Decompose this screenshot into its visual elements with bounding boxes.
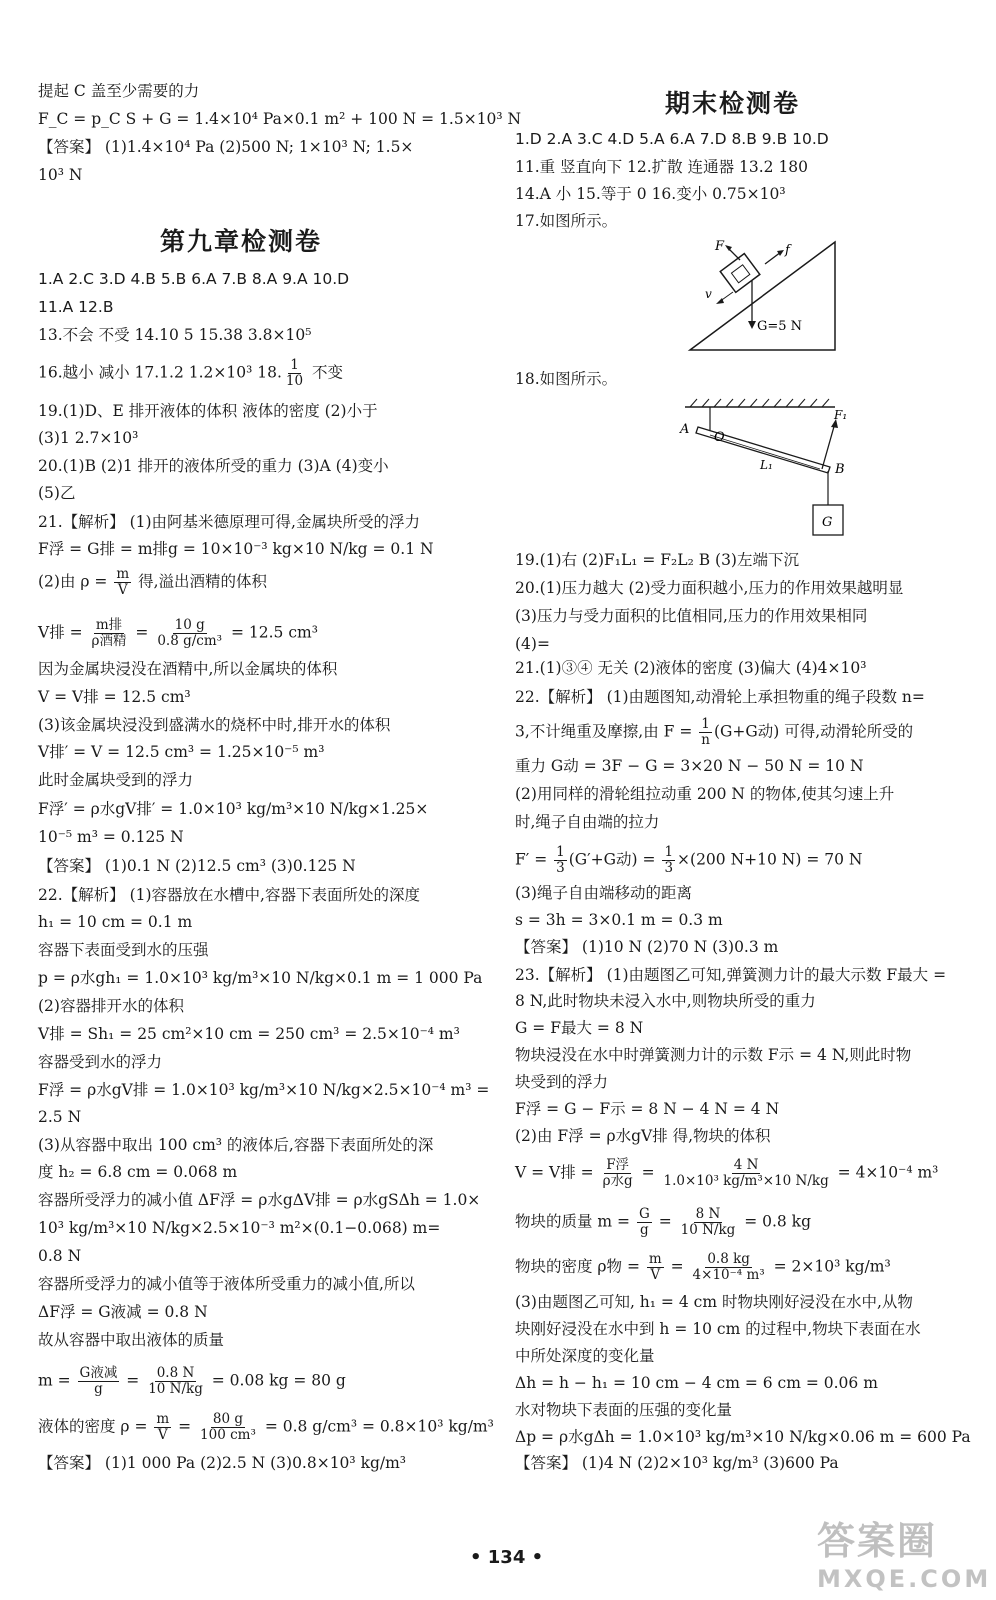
text-line: F浮 = ρ水gV排 = 1.0×10³ kg/m³×10 N/kg×2.5×10⁻⁴ m³ = [38, 1081, 490, 1099]
text-line: (2)由 F浮 = ρ水gV排 得,物块的体积 [515, 1127, 771, 1145]
denominator: 4×10⁻⁴ m³ [692, 1267, 765, 1283]
friction-arrow [765, 252, 781, 264]
watermark-bottom: MXQE.COM [817, 1565, 992, 1593]
text-span: = 0.8 g/cm³ = 0.8×10³ kg/m³ [259, 1417, 494, 1436]
text-span: (G+G动) 可得,动滑轮所受的 [713, 722, 914, 741]
answer-line: 1.A 2.C 3.D 4.B 5.B 6.A 7.B 8.A 9.A 10.D [38, 270, 350, 288]
text-line: 块受到的浮力 [515, 1073, 609, 1091]
ceiling-hatch [690, 399, 829, 407]
denominator: g [640, 1222, 649, 1238]
fraction [78, 1366, 120, 1397]
text-line: 容器受到水的浮力 [38, 1053, 163, 1071]
exam-title: 期末检测卷 [665, 89, 801, 118]
fraction [699, 717, 712, 748]
text-line: (3)1 2.7×10³ [38, 429, 139, 447]
text-line: 8 N,此时物块未浸入水中,则物块所受的重力 [515, 992, 816, 1010]
text-line: F_C = p_C S + G = 1.4×10⁴ Pa×0.1 m² + 100 N = 1.5×10³ N [38, 110, 522, 128]
formula-line [38, 618, 318, 649]
text-span: = 12.5 cm³ [226, 623, 318, 642]
answer-line: 1.D 2.A 3.C 4.D 5.A 6.A 7.D 8.B 9.B 10.D [515, 130, 829, 148]
denominator: ρ水g [602, 1173, 633, 1189]
answer-line: 17.如图所示。 [515, 212, 618, 230]
formula-line [38, 1366, 346, 1397]
denominator: 10 N/kg [148, 1381, 203, 1397]
text-line: G = F最大 = 8 N [515, 1019, 644, 1037]
text-line: 19.(1)D、E 排开液体的体积 液体的密度 (2)小于 [38, 402, 378, 420]
fraction [284, 358, 305, 389]
text-span: 得,溢出酒精的体积 [133, 572, 268, 591]
denominator: 10 N/kg [680, 1222, 736, 1238]
denominator: 1.0×10³ kg/m³×10 N/kg [663, 1173, 829, 1189]
denominator: 0.8 g/cm³ [157, 633, 223, 649]
fraction [679, 1207, 738, 1238]
text-line: 提起 C 盖至少需要的力 [38, 82, 200, 100]
text-span: ×(200 N+10 N) = 70 N [677, 850, 863, 869]
numerator: G液减 [79, 1365, 118, 1381]
text-span: m = [38, 1371, 76, 1390]
text-line: 容器所受浮力的减小值等于液体所受重力的减小值,所以 [38, 1275, 415, 1293]
fraction [90, 618, 129, 649]
fraction [146, 1366, 205, 1397]
text-span: 物块的密度 ρ物 = [515, 1257, 645, 1276]
text-line: 0.8 N [38, 1247, 82, 1265]
text-line: 2.5 N [38, 1108, 82, 1126]
text-line: 因为金属块浸没在酒精中,所以金属块的体积 [38, 660, 338, 678]
text-line: 块刚好浸没在水中到 h = 10 cm 的过程中,物块下表面在水 [515, 1320, 921, 1338]
fraction [554, 845, 567, 876]
denominator: 3 [556, 860, 565, 876]
text-span: = 4×10⁻⁴ m³ [832, 1163, 939, 1182]
text-line: 度 h₂ = 6.8 cm = 0.068 m [38, 1163, 238, 1181]
text-line: 水对物块下表面的压强的变化量 [515, 1401, 733, 1419]
text-line: (3)压力与受力面积的比值相同,压力的作用效果相同 [515, 607, 868, 625]
text-span: = 2×10³ kg/m³ [768, 1257, 891, 1276]
text-line: 物块浸没在水中时弹簧测力计的示数 F示 = 4 N,则此时物 [515, 1046, 912, 1064]
numerator: m [156, 1411, 170, 1427]
label-G: G [822, 515, 833, 530]
text-line: 19.(1)右 (2)F₁L₁ = F₂L₂ B (3)左端下沉 [515, 551, 799, 569]
text-span: = 0.08 kg = 80 g [206, 1371, 346, 1390]
text-line: (3)绳子自由端移动的距离 [515, 884, 692, 902]
numerator: 0.8 kg [707, 1251, 750, 1267]
text-line: 20.(1)压力越大 (2)受力面积越小,压力的作用效果越明显 [515, 579, 904, 597]
formula-line [38, 567, 267, 598]
text-line: F浮 = G − F示 = 8 N − 4 N = 4 N [515, 1100, 780, 1118]
incline-figure [685, 232, 845, 357]
text-line: V = V排 = 12.5 cm³ [38, 688, 191, 706]
arrowhead [748, 321, 756, 329]
arrowhead [777, 250, 784, 256]
text-line: 23.【解析】 (1)由题图乙可知,弹簧测力计的最大示数 F最大 = [515, 966, 947, 984]
text-span: V = V排 = [515, 1163, 599, 1182]
text-line: (3)由题图乙可知, h₁ = 4 cm 时物块刚好浸没在水中,从物 [515, 1293, 913, 1311]
label-B: B [835, 462, 845, 477]
numerator: m排 [95, 617, 123, 633]
text-line: 20.(1)B (2)1 排开的液体所受的重力 (3)A (4)变小 [38, 457, 389, 475]
numerator: 4 N [733, 1157, 759, 1173]
text-line: V排 = Sh₁ = 25 cm²×10 cm = 250 cm³ = 2.5×10⁻⁴ m³ [38, 1025, 460, 1043]
numerator: 1 [701, 716, 710, 732]
denominator: g [94, 1381, 103, 1397]
text-line: (3)从容器中取出 100 cm³ 的液体后,容器下表面所处的深 [38, 1136, 434, 1154]
fraction [198, 1412, 258, 1443]
formula-line [515, 1158, 938, 1189]
fraction [155, 618, 224, 649]
numerator: G [638, 1206, 650, 1222]
numerator: F浮 [606, 1157, 630, 1173]
numerator: 8 N [695, 1206, 721, 1222]
text-line: 故从容器中取出液体的质量 [38, 1331, 225, 1349]
label-L1: L₁ [760, 458, 773, 472]
page-number: • 134 • [470, 1547, 544, 1568]
answer-line: 11.A 12.B [38, 298, 114, 316]
fraction [637, 1207, 652, 1238]
watermark-top: 答案圈 [817, 1519, 938, 1563]
text-line: 21.(1)③④ 无关 (2)液体的密度 (3)偏大 (4)4×10³ [515, 659, 867, 677]
text-line: 中所处深度的变化量 [515, 1347, 655, 1365]
text-line: F浮 = G排 = m排g = 10×10⁻³ kg×10 N/kg = 0.1 N [38, 540, 434, 558]
lever-figure [670, 395, 865, 540]
answer-line: 【答案】 (1)10 N (2)70 N (3)0.3 m [515, 938, 779, 956]
text-span: = 0.8 kg [739, 1212, 811, 1231]
answer-line: 11.重 竖直向下 12.扩散 连通器 13.2 180 [515, 158, 809, 176]
numerator: m [648, 1251, 662, 1267]
formula-line [515, 717, 913, 748]
denominator: 100 cm³ [200, 1427, 256, 1443]
denominator: V [157, 1427, 168, 1443]
text-line: p = ρ水gh₁ = 1.0×10³ kg/m³×10 N/kg×0.1 m = 1 000 Pa [38, 969, 483, 987]
text-line: 21.【解析】 (1)由阿基米德原理可得,金属块所受的浮力 [38, 513, 420, 531]
text-line: 【答案】 (1)1.4×10⁴ Pa (2)500 N; 1×10³ N; 1.5× [38, 138, 414, 156]
text-line: 22.【解析】 (1)容器放在水槽中,容器下表面所处的深度 [38, 886, 420, 904]
numerator: 0.8 N [156, 1365, 195, 1381]
text-line: 10⁻⁵ m³ = 0.125 N [38, 828, 184, 846]
text-line: 10³ N [38, 166, 83, 184]
answer-line: 18.如图所示。 [515, 370, 618, 388]
text-span: = [121, 1371, 145, 1390]
numerator: 1 [290, 357, 299, 373]
text-span: V排 = [38, 623, 88, 642]
label-G: G=5 N [757, 319, 803, 334]
text-line: (2)容器排开水的体积 [38, 997, 184, 1015]
answer-line: 【答案】 (1)0.1 N (2)12.5 cm³ (3)0.125 N [38, 857, 356, 875]
text-line: 10³ kg/m³×10 N/kg×2.5×10⁻³ m²×(0.1−0.068) m= [38, 1219, 441, 1237]
fraction [647, 1252, 664, 1283]
text-span: 16.越小 减小 17.1.2 1.2×10³ 18. [38, 363, 282, 382]
text-line: 22.【解析】 (1)由题图知,动滑轮上承担物重的绳子段数 n= [515, 688, 925, 706]
label-v: v [705, 287, 712, 301]
text-line: 此时金属块受到的浮力 [38, 771, 194, 789]
answer-line: 【答案】 (1)4 N (2)2×10³ kg/m³ (3)600 Pa [515, 1454, 839, 1472]
text-span: = [653, 1212, 677, 1231]
text-line: (2)用同样的滑轮组拉动重 200 N 的物体,使其匀速上升 [515, 785, 895, 803]
formula-line [515, 1252, 891, 1283]
numerator: 1 [664, 844, 674, 860]
denominator: 10 [285, 373, 304, 389]
watermark [817, 1510, 992, 1593]
label-O: O [714, 430, 725, 445]
label-F: F [715, 239, 725, 254]
numerator: m [116, 566, 130, 582]
fraction [691, 1252, 767, 1283]
text-line: s = 3h = 3×0.1 m = 0.3 m [515, 911, 723, 929]
label-F1: F₁ [834, 408, 848, 422]
text-line: ΔF浮 = G液减 = 0.8 N [38, 1303, 208, 1321]
label-f: f [785, 243, 790, 258]
numerator: 10 g [174, 617, 205, 633]
denominator: V [650, 1267, 661, 1283]
fraction [662, 1158, 831, 1189]
text-line: F浮′ = ρ水gV排′ = 1.0×10³ kg/m³×10 N/kg×1.25× [38, 800, 429, 818]
text-span: (2)由 ρ = [38, 572, 113, 591]
text-span: = [636, 1163, 660, 1182]
fraction [154, 1412, 171, 1443]
fraction [601, 1158, 635, 1189]
answer-line-q16 [38, 358, 343, 389]
numerator: 1 [556, 844, 565, 860]
label-A: A [680, 422, 690, 437]
text-line: 时,绳子自由端的拉力 [515, 813, 660, 831]
text-line: (5)乙 [38, 484, 76, 502]
answer-line: 14.A 小 15.等于 0 16.变小 0.75×10³ [515, 185, 786, 203]
text-line: V排′ = V = 12.5 cm³ = 1.25×10⁻⁵ m³ [38, 743, 325, 761]
force-f1-arrow [822, 423, 835, 469]
fraction [114, 567, 131, 598]
text-span: 不变 [307, 363, 344, 382]
text-line: 重力 G动 = 3F − G = 3×20 N − 50 N = 10 N [515, 757, 864, 775]
text-line: Δp = ρ水gΔh = 1.0×10³ kg/m³×10 N/kg×0.06 m = 600 Pa [515, 1428, 971, 1446]
text-span: (G′+G动) = [568, 850, 661, 869]
text-line: 容器下表面受到水的压强 [38, 941, 209, 959]
answer-line: 【答案】 (1)1 000 Pa (2)2.5 N (3)0.8×10³ kg/m³ [38, 1454, 407, 1472]
text-line: Δh = h − h₁ = 10 cm − 4 cm = 6 cm = 0.06 m [515, 1374, 878, 1392]
answer-line: 13.不会 不受 14.10 5 15.38 3.8×10⁵ [38, 326, 312, 344]
chapter-title: 第九章检测卷 [160, 227, 323, 256]
numerator: 80 g [212, 1411, 244, 1427]
text-line: h₁ = 10 cm = 0.1 m [38, 913, 193, 931]
formula-line [515, 1207, 811, 1238]
text-span: = [130, 623, 154, 642]
text-span: F′ = [515, 850, 553, 869]
text-span: 液体的密度 ρ = [38, 1417, 153, 1436]
formula-line [515, 845, 862, 876]
fraction [662, 845, 675, 876]
denominator: V [117, 582, 128, 598]
text-span: = [173, 1417, 197, 1436]
denominator: ρ酒精 [91, 633, 127, 649]
text-line: (3)该金属块浸没到盛满水的烧杯中时,排开水的体积 [38, 716, 391, 734]
text-span: 物块的质量 m = [515, 1212, 635, 1231]
formula-line [38, 1412, 494, 1443]
text-span: 3,不计绳重及摩擦,由 F = [515, 722, 698, 741]
text-span: = [665, 1257, 689, 1276]
text-line: 容器所受浮力的减小值 ΔF浮 = ρ水gΔV排 = ρ水gSΔh = 1.0× [38, 1191, 481, 1209]
denominator: n [701, 732, 710, 748]
text-line: (4)= [515, 635, 550, 653]
denominator: 3 [664, 860, 674, 876]
